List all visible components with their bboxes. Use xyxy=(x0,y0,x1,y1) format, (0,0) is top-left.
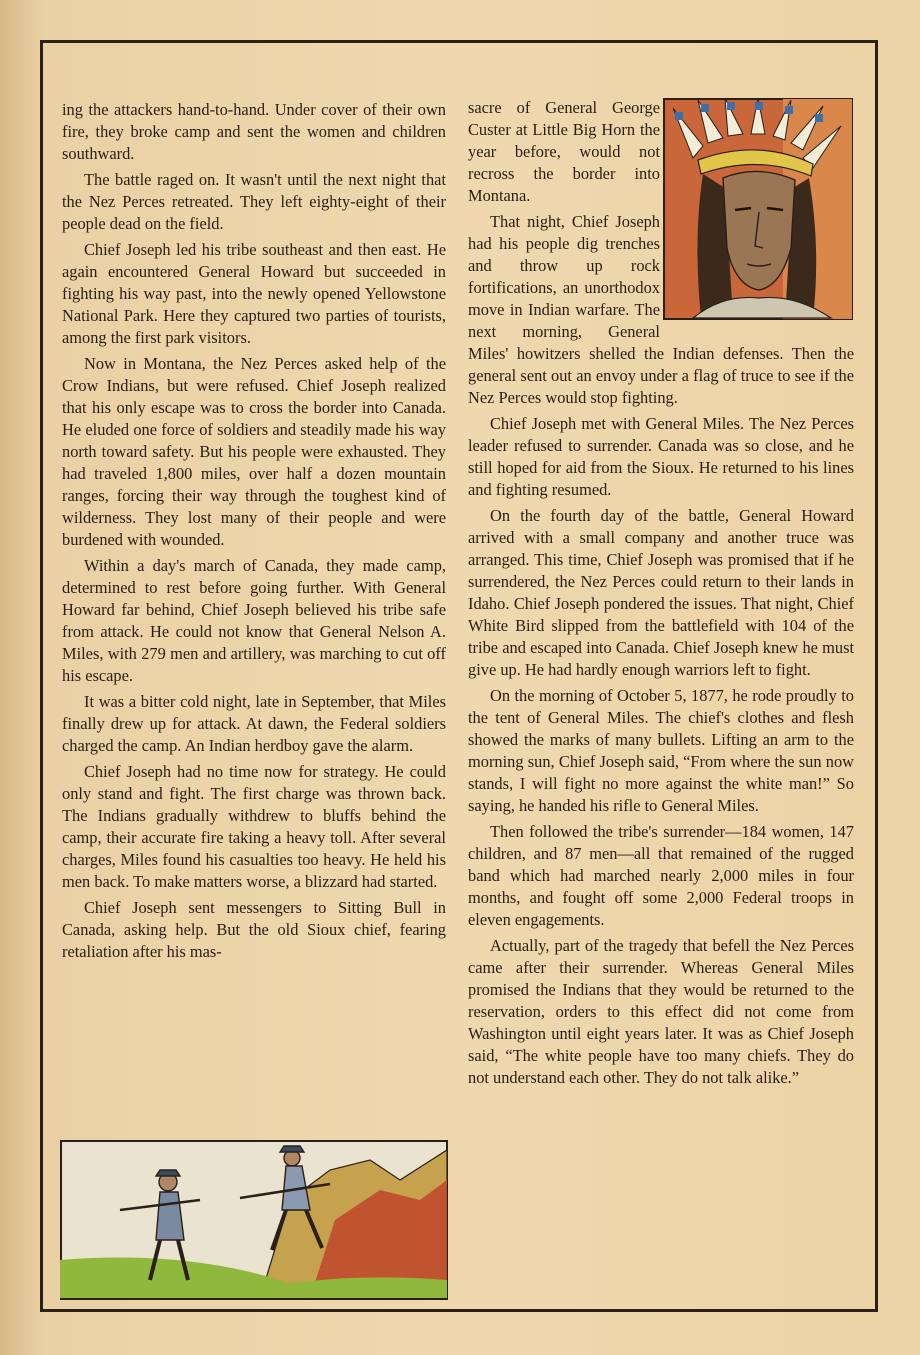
paragraph: Actually, part of the tragedy that befell the Nez Perces came after their surrender. Whereas General Miles promised the Indians that they would be returned to the reservation, orders to this effect did not come from Washington until eight years later. It was as Chief Joseph said, “The white people have too many chiefs. They do not understand each other. They do not talk alike.” xyxy=(468,936,854,1087)
paragraph: Within a day's march of Canada, they made camp, determined to rest before going further. With General Howard far behind, Chief Joseph believed his tribe safe from attack. He could not know that General Nelson A. Miles, with 279 men and artillery, was marching to cut off his escape. xyxy=(62,556,446,685)
paragraph: Chief Joseph sent messengers to Sitting Bull in Canada, asking help. But the old Sioux chief, fearing retaliation after his mas- xyxy=(62,898,446,961)
left-text-column xyxy=(62,99,446,967)
chief-portrait-illustration xyxy=(663,98,853,320)
paragraph: sacre of General George Custer at Little Big Horn the year before, would not recross the border into Montana. xyxy=(468,98,660,205)
paragraph: ing the attackers hand-to-hand. Under cover of their own fire, they broke camp and sent the women and children southward. xyxy=(62,100,446,163)
paragraph: On the morning of October 5, 1877, he rode proudly to the tent of General Miles. The chief's clothes and flesh showed the marks of many bullets. Lifting an arm to the morning sun, Chief Joseph said, “From where the sun now stands, I will fight no more against the white man!” So saying, he handed his rifle to General Miles. xyxy=(468,686,854,815)
paragraph: It was a bitter cold night, late in September, that Miles finally drew up for attack. At dawn, the Federal soldiers charged the camp. An Indian herdboy gave the alarm. xyxy=(62,692,446,755)
paragraph: Now in Montana, the Nez Perces asked help of the Crow Indians, but were refused. Chief Joseph realized that his only escape was to cross the border into Canada. He eluded one force of soldiers and steadily made his way north toward safety. But his people were exhausted. They had traveled 1,800 miles, over half a dozen mountain ranges, forcing their way through the toughest kind of wilderness. They lost many of their people and were burdened with wounded. xyxy=(62,354,446,549)
paragraph: Chief Joseph had no time now for strategy. He could only stand and fight. The first charge was thrown back. The Indians gradually withdrew to bluffs behind the camp, their accurate fire taking a heavy toll. After several charges, Miles found his casualties too heavy. He held his men back. To make matters worse, a blizzard had started. xyxy=(62,762,446,891)
paragraph: That night, Chief Joseph had his people dig trenches and throw up rock fortifications, an unorthodox move in Indian warfare. The next morning, General Miles' howitzers shelled the Indian defenses. Then the general sent out an envoy under a flag of truce to see if the Nez Perces would stop fighting. xyxy=(468,212,854,407)
paragraph: Then followed the tribe's surrender—184 women, 147 children, and 87 men—all that remained of the rugged band which had marched nearly 2,000 miles in four months, and fought off some 2,000 Federal troops in eleven engagements. xyxy=(468,822,854,929)
battle-scene-illustration xyxy=(60,1140,448,1300)
paragraph: Chief Joseph met with General Miles. The Nez Perces leader refused to surrender. Canada was so close, and he still hoped for aid from the Sioux. He returned to his lines and fighting resumed. xyxy=(468,414,854,499)
paragraph: Chief Joseph led his tribe southeast and then east. He again encountered General Howard but succeeded in fighting his way past, into the newly opened Yellowstone National Park. Here they captured two parties of tourists, among the first park visitors. xyxy=(62,240,446,347)
paragraph: On the fourth day of the battle, General Howard arrived with a small company and another truce was arranged. This time, Chief Joseph was promised that if he surrendered, the Nez Perces could return to their lands in Idaho. Chief Joseph pondered the issues. That night, Chief White Bird slipped from the battlefield with 104 of the tribe and escaped into Canada. Chief Joseph knew he must give up. He had hardly enough warriors left to fight. xyxy=(468,506,854,679)
paragraph: The battle raged on. It wasn't until the next night that the Nez Perces retreated. They left eighty-eight of their people dead on the field. xyxy=(62,170,446,233)
